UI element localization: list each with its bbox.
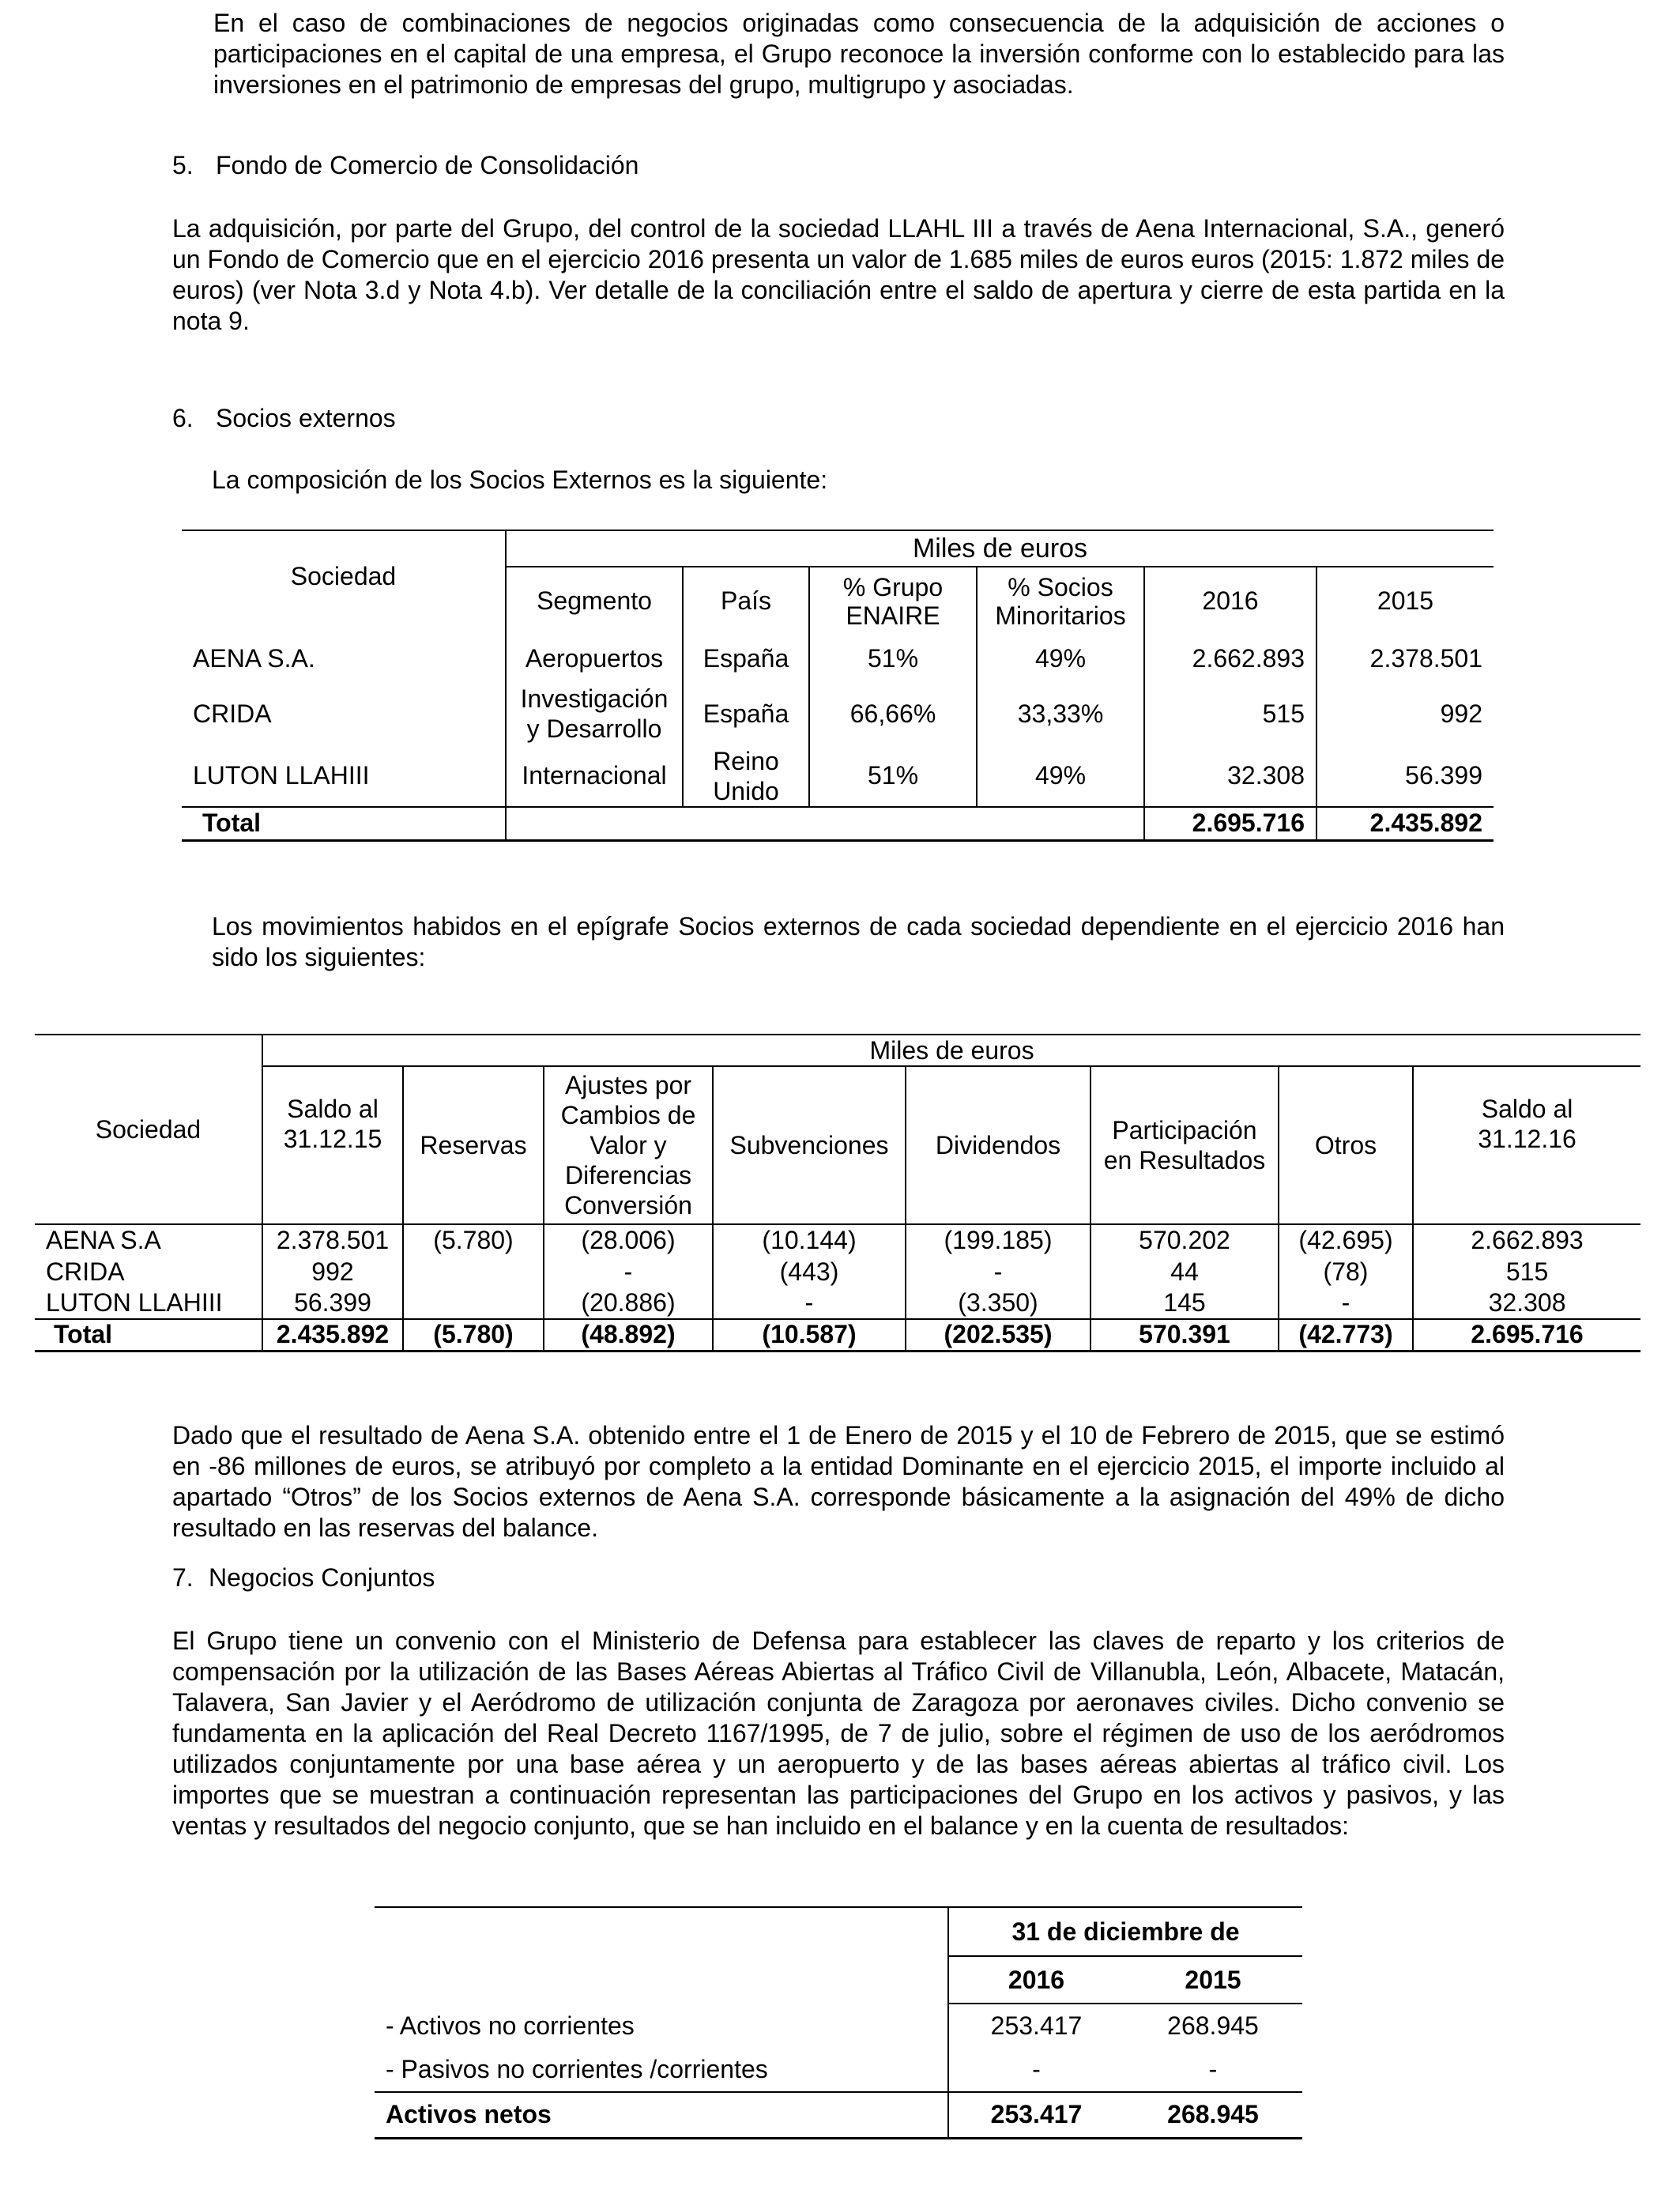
t2-header-ajustes-l1: Ajustes por bbox=[564, 1071, 692, 1099]
t2-cell: 515 bbox=[1505, 1257, 1549, 1286]
t1-cell: 49% bbox=[977, 745, 1144, 807]
table-row bbox=[375, 2004, 1302, 2048]
t2-header-saldo1512-l1: Saldo al bbox=[287, 1095, 379, 1123]
table-row-total bbox=[35, 1319, 1640, 1351]
t1-header-grupo bbox=[809, 567, 977, 635]
t1-cell: 56.399 bbox=[1405, 761, 1483, 790]
t2-cell bbox=[403, 1256, 544, 1287]
t1-header-sociedad: Sociedad bbox=[182, 530, 506, 635]
movements-intro: Los movimientos habidos en el epígrafe Socios externos de cada sociedad dependiente en el ejercicio 2016 han sido los siguientes: bbox=[212, 912, 1505, 971]
t3-group-header: 31 de diciembre de bbox=[948, 1907, 1302, 1956]
socios-externos-movements-table bbox=[35, 1034, 1640, 1352]
t2-total-cell: (10.587) bbox=[713, 1319, 906, 1351]
section-5-paragraph: La adquisición, por parte del Grupo, del control de la sociedad LLAHL III a través de Aena Internacional, S.A., generó un Fondo de Comercio que en el ejercicio 2016 presenta un valor de 1.685 miles de euros euros (2015: 1.872 miles de euros) (ver Nota 3.d y Nota 4.b). Ver detalle de la conciliación entre el saldo de apertura y cierre de esta partida en la nota 9. bbox=[172, 214, 1505, 335]
t1-header-socios-l2: Minoritarios bbox=[995, 601, 1126, 630]
section-6-number: 6. bbox=[172, 404, 194, 432]
t1-header-2015: 2015 bbox=[1377, 586, 1434, 615]
t2-total-cell: 2.695.716 bbox=[1413, 1319, 1640, 1351]
t1-group-header: Miles de euros bbox=[506, 530, 1494, 567]
t1-cell: 2.378.501 bbox=[1369, 643, 1483, 673]
t2-cell: (42.695) bbox=[1279, 1224, 1413, 1256]
t2-header-saldo1612 bbox=[1413, 1066, 1640, 1224]
t2-cell: 570.202 bbox=[1090, 1224, 1279, 1256]
t1-cell: Aeropuertos bbox=[506, 635, 683, 682]
table-row bbox=[35, 1224, 1640, 1256]
t2-header-ajustes-l4: Diferencias bbox=[564, 1161, 692, 1189]
composition-intro: La composición de los Socios Externos es la siguiente: bbox=[212, 466, 828, 494]
t2-header-ajustes bbox=[544, 1066, 713, 1224]
t1-total-2015: 2.435.892 bbox=[1317, 807, 1494, 840]
t2-cell: (20.886) bbox=[544, 1287, 713, 1319]
t2-header-participacion bbox=[1090, 1066, 1279, 1224]
t2-header-participacion-l1: Participación bbox=[1112, 1116, 1257, 1144]
t2-cell: - bbox=[1279, 1287, 1413, 1319]
composition-intro-block bbox=[212, 465, 827, 496]
t2-header-saldo1512 bbox=[262, 1066, 403, 1224]
table-row bbox=[182, 682, 1494, 745]
t1-cell: Unido bbox=[713, 776, 779, 805]
t1-header-2016: 2016 bbox=[1144, 567, 1317, 635]
t2-header-dividendos: Dividendos bbox=[906, 1066, 1090, 1224]
t2-cell: 992 bbox=[262, 1256, 403, 1287]
socios-externos-composition-table bbox=[182, 530, 1494, 842]
t3-cell: - bbox=[1208, 2055, 1218, 2083]
t1-cell: 515 bbox=[1144, 682, 1317, 745]
t2-cell: - bbox=[544, 1256, 713, 1287]
t2-cell: 32.308 bbox=[1488, 1288, 1566, 1317]
t2-cell: - bbox=[906, 1256, 1090, 1287]
t1-header-grupo-l1: % Grupo bbox=[842, 572, 944, 601]
t1-cell: LUTON LLAHIII bbox=[182, 745, 506, 807]
t1-total-label: Total bbox=[182, 807, 506, 840]
t1-cell: 49% bbox=[977, 635, 1144, 682]
section-5-number: 5. bbox=[172, 151, 194, 179]
t1-cell: Internacional bbox=[506, 745, 683, 807]
t1-cell: y Desarrollo bbox=[526, 714, 662, 743]
t1-cell: Reino bbox=[713, 746, 779, 775]
t2-cell: (3.350) bbox=[906, 1287, 1090, 1319]
t2-header-saldo1512-l2: 31.12.15 bbox=[283, 1125, 382, 1153]
t1-total-spacer bbox=[506, 807, 1144, 840]
table-row bbox=[35, 1256, 1640, 1287]
t1-cell: 992 bbox=[1440, 699, 1483, 728]
table-row-total bbox=[375, 2092, 1302, 2138]
t1-cell: 51% bbox=[809, 745, 977, 807]
section-5-paragraph-block bbox=[172, 213, 1505, 337]
section-7-number: 7. bbox=[172, 1563, 194, 1592]
t3-header-blank bbox=[375, 1907, 948, 1956]
section-6-title: Socios externos bbox=[216, 404, 396, 432]
t1-cell: AENA S.A. bbox=[182, 635, 506, 682]
t3-cell: - Pasivos no corrientes /corrientes bbox=[375, 2048, 948, 2092]
t1-cell: 51% bbox=[809, 635, 977, 682]
section-6-heading bbox=[172, 403, 194, 434]
t3-cell: - Activos no corrientes bbox=[375, 2004, 948, 2048]
t2-cell: 44 bbox=[1090, 1256, 1279, 1287]
t2-cell: 2.662.893 bbox=[1413, 1224, 1640, 1256]
t3-total-2016: 253.417 bbox=[948, 2092, 1124, 2138]
t2-cell: LUTON LLAHIII bbox=[35, 1287, 262, 1319]
section-7-paragraph: El Grupo tiene un convenio con el Ministerio de Defensa para establecer las claves de reparto y los criterios de compensación por la utilización de las Bases Aéreas Abiertas al Tráfico Civil de Villanubla, León, Albacete, Matacán, Talavera, San Javier y el Aeródromo de utilización conjunta de Zaragoza por aeronaves civiles. Dicho convenio se fundamenta en la aplicación del Real Decreto 1167/1995, de 7 de julio, sobre el régimen de uso de los aeródromos utilizados conjuntamente por una base aérea y un aeropuerto y de las bases aéreas abiertas al tráfico civil. Los importes que se muestran a continuación representan las participaciones del Grupo en los activos y pasivos, y las ventas y resultados del negocio conjunto, que se han incluido en el balance y en la cuenta de resultados: bbox=[172, 1627, 1505, 1840]
intro-paragraph-block bbox=[213, 8, 1505, 100]
t1-header-pais: País bbox=[683, 567, 809, 635]
t2-cell: 145 bbox=[1090, 1287, 1279, 1319]
t2-cell: (5.780) bbox=[403, 1224, 544, 1256]
section-7-paragraph-block bbox=[172, 1626, 1505, 1842]
t2-total-cell: 2.435.892 bbox=[262, 1319, 403, 1351]
t1-cell: 33,33% bbox=[977, 682, 1144, 745]
t1-header-grupo-l2: ENAIRE bbox=[846, 601, 940, 630]
section-5-heading bbox=[172, 150, 194, 181]
table-row bbox=[182, 635, 1494, 682]
t2-header-reservas: Reservas bbox=[403, 1066, 544, 1224]
t1-total-2016: 2.695.716 bbox=[1144, 807, 1317, 840]
t3-header-2016: 2016 bbox=[948, 1956, 1124, 2004]
t3-header-blank-2 bbox=[375, 1956, 948, 2004]
t1-cell: Investigación bbox=[520, 684, 669, 713]
t2-cell: 2.378.501 bbox=[262, 1224, 403, 1256]
t1-cell-multiline bbox=[683, 745, 809, 807]
t3-cell: 268.945 bbox=[1167, 2011, 1259, 2040]
t2-total-cell: (48.892) bbox=[544, 1319, 713, 1351]
t3-cell: - bbox=[1032, 2055, 1041, 2083]
table-row bbox=[35, 1287, 1640, 1319]
t2-total-label: Total bbox=[35, 1319, 262, 1351]
table-row bbox=[375, 2048, 1302, 2092]
section-7-title-block bbox=[209, 1563, 435, 1593]
t2-cell: CRIDA bbox=[35, 1256, 262, 1287]
t2-cell: (78) bbox=[1279, 1256, 1413, 1287]
t2-header-subvenciones: Subvenciones bbox=[713, 1066, 906, 1224]
t2-header-ajustes-l2: Cambios de bbox=[560, 1101, 696, 1129]
t2-total-cell: 570.391 bbox=[1090, 1319, 1279, 1351]
t2-cell: - bbox=[713, 1287, 906, 1319]
intro-paragraph: En el caso de combinaciones de negocios originadas como consecuencia de la adquisición de acciones o participaciones en el capital de una empresa, el Grupo reconoce la inversión conforme con lo establecido para las inversiones en el patrimonio de empresas del grupo, multigrupo y asociadas. bbox=[213, 9, 1505, 99]
t2-group-header: Miles de euros bbox=[262, 1035, 1640, 1066]
t1-header-segmento: Segmento bbox=[506, 567, 683, 635]
t1-cell: CRIDA bbox=[182, 682, 506, 745]
section-7-heading bbox=[172, 1563, 194, 1593]
t1-cell: 66,66% bbox=[809, 682, 977, 745]
t1-cell: España bbox=[683, 682, 809, 745]
t3-total-label: Activos netos bbox=[375, 2092, 948, 2138]
t2-total-cell: (202.535) bbox=[906, 1319, 1090, 1351]
t2-total-cell: (5.780) bbox=[403, 1319, 544, 1351]
t3-header-2015: 2015 bbox=[1124, 1956, 1302, 2004]
t3-total-2015: 268.945 bbox=[1124, 2092, 1302, 2138]
note-paragraph-block bbox=[172, 1420, 1505, 1544]
note-paragraph: Dado que el resultado de Aena S.A. obtenido entre el 1 de Enero de 2015 y el 10 de Febrero de 2015, que se estimó en -86 millones de euros, se atribuyó por completo a la entidad Dominante en el ejercicio 2015, el importe incluido al apartado “Otros” de los Socios externos de Aena S.A. corresponde básicamente a la asignación del 49% de dicho resultado en las reservas del balance. bbox=[172, 1421, 1505, 1542]
t2-header-ajustes-l3: Valor y bbox=[590, 1131, 667, 1159]
t2-cell: AENA S.A bbox=[35, 1224, 262, 1256]
t1-cell-multiline bbox=[506, 682, 683, 745]
t2-cell: 56.399 bbox=[262, 1287, 403, 1319]
section-7-title: Negocios Conjuntos bbox=[209, 1563, 435, 1592]
section-5-title-block bbox=[216, 150, 638, 181]
t2-cell: (28.006) bbox=[544, 1224, 713, 1256]
movements-intro-block bbox=[212, 911, 1505, 973]
t1-header-socios-l1: % Socios bbox=[1008, 572, 1113, 601]
t2-header-participacion-l2: en Resultados bbox=[1103, 1146, 1266, 1174]
t2-header-saldo1612-l1: Saldo al bbox=[1481, 1095, 1573, 1123]
t1-header-socios bbox=[977, 567, 1144, 635]
section-5-title: Fondo de Comercio de Consolidación bbox=[216, 151, 639, 179]
t2-header-sociedad: Sociedad bbox=[35, 1035, 262, 1224]
t2-cell bbox=[403, 1287, 544, 1319]
negocios-conjuntos-table bbox=[375, 1906, 1302, 2139]
t3-cell: 253.417 bbox=[990, 2011, 1083, 2040]
t2-header-otros: Otros bbox=[1279, 1066, 1413, 1224]
table-row bbox=[182, 745, 1494, 807]
t2-cell: (443) bbox=[713, 1256, 906, 1287]
t1-cell: 2.662.893 bbox=[1144, 635, 1317, 682]
table-row-total bbox=[182, 807, 1494, 840]
section-6-title-block bbox=[216, 403, 396, 434]
t2-total-cell: (42.773) bbox=[1279, 1319, 1413, 1351]
t1-cell: España bbox=[683, 635, 809, 682]
t2-cell: (10.144) bbox=[713, 1224, 906, 1256]
t2-cell: (199.185) bbox=[906, 1224, 1090, 1256]
t2-header-ajustes-l5: Conversión bbox=[564, 1191, 692, 1220]
t2-header-saldo1612-l2: 31.12.16 bbox=[1478, 1125, 1576, 1153]
t1-cell: 32.308 bbox=[1144, 745, 1317, 807]
